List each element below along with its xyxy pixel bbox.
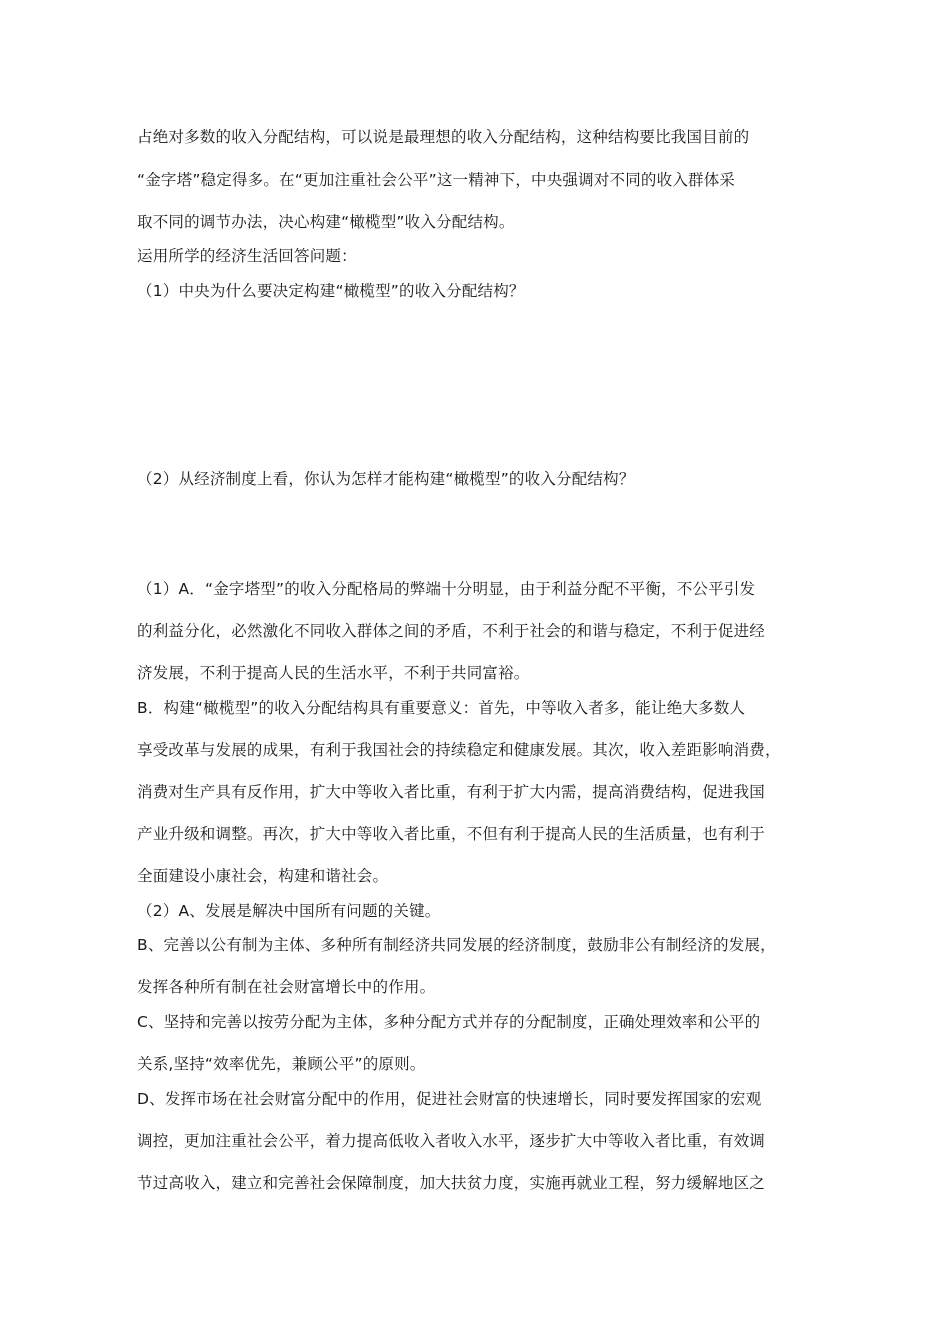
intro-line: 取不同的调节办法，决心构建“橄榄型”收入分配结构。	[137, 213, 515, 231]
answer-2a: （2）A、发展是解决中国所有问题的关键。	[137, 902, 441, 920]
answer-2b-line: 发挥各种所有制在社会财富增长中的作用。	[137, 978, 436, 996]
answer-1b-line: 享受改革与发展的成果，有利于我国社会的持续稳定和健康发展。其次，收入差距影响消费，	[137, 741, 781, 759]
intro-line: “金字塔”稳定得多。在“更加注重社会公平”这一精神下，中央强调对不同的收入群体采	[137, 171, 736, 189]
question-1: （1）中央为什么要决定构建“橄榄型”的收入分配结构？	[137, 282, 525, 300]
answer-1b-line: B．构建“橄榄型”的收入分配结构具有重要意义：首先，中等收入者多，能让绝大多数人	[137, 699, 746, 717]
answer-2c-line: 关系,坚持“效率优先，兼顾公平”的原则。	[137, 1055, 426, 1073]
answer-2d-line: 调控，更加注重社会公平，着力提高低收入者收入水平，逐步扩大中等收入者比重，有效调	[137, 1132, 766, 1150]
answer-1b-line: 全面建设小康社会，构建和谐社会。	[137, 867, 389, 885]
question-prompt: 运用所学的经济生活回答问题：	[137, 247, 357, 265]
answer-1b-line: 产业升级和调整。再次，扩大中等收入者比重，不但有利于提高人民的生活质量，也有利于	[137, 825, 766, 843]
intro-line: 占绝对多数的收入分配结构，可以说是最理想的收入分配结构，这种结构要比我国目前的	[137, 128, 750, 146]
answer-2b-line: B、完善以公有制为主体、多种所有制经济共同发展的经济制度，鼓励非公有制经济的发展，	[137, 936, 776, 954]
answer-1a-line: 济发展，不利于提高人民的生活水平，不利于共同富裕。	[137, 664, 530, 682]
answer-1b-line: 消费对生产具有反作用，扩大中等收入者比重，有利于扩大内需，提高消费结构，促进我国	[137, 783, 766, 801]
answer-1a-line: （1）A．“金字塔型”的收入分配格局的弊端十分明显，由于利益分配不平衡，不公平引发	[137, 580, 756, 598]
answer-1a-line: 的利益分化，必然激化不同收入群体之间的矛盾，不利于社会的和谐与稳定，不利于促进经	[137, 622, 766, 640]
answer-2d-line: D、发挥市场在社会财富分配中的作用，促进社会财富的快速增长，同时要发挥国家的宏观	[137, 1090, 762, 1108]
question-2: （2）从经济制度上看，你认为怎样才能构建“橄榄型”的收入分配结构？	[137, 470, 635, 488]
answer-2c-line: C、坚持和完善以按劳分配为主体，多种分配方式并存的分配制度，正确处理效率和公平的	[137, 1013, 761, 1031]
answer-2d-line: 节过高收入，建立和完善社会保障制度，加大扶贫力度，实施再就业工程，努力缓解地区之	[137, 1174, 766, 1192]
